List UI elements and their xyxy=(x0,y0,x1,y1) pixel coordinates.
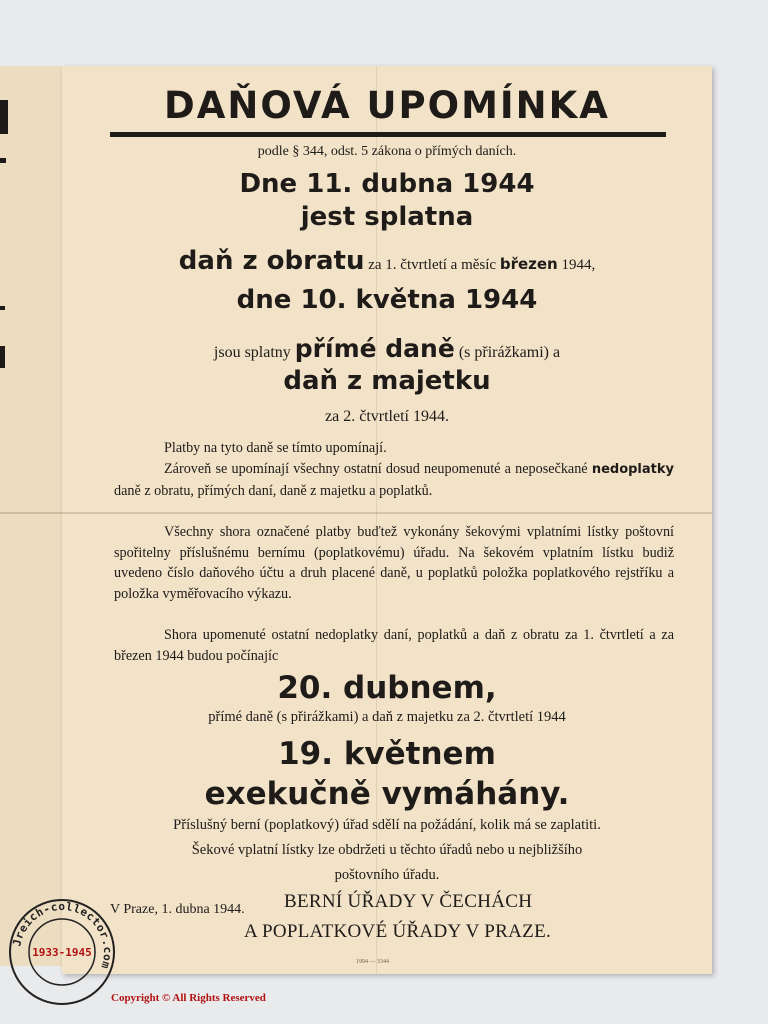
copyright-notice: Copyright © All Rights Reserved xyxy=(111,992,266,1004)
svg-text:Jreich-collector.com xyxy=(10,900,114,971)
property-tax-label: daň z majetku xyxy=(283,366,491,396)
due-date-1: Dne 11. dubna 1944 xyxy=(239,169,535,199)
turnover-tax-line xyxy=(62,246,712,276)
paragraph-payments: Platby na tyto daně se tímto upomínají. xyxy=(164,440,387,456)
enforcement-date-2: 19. květnem xyxy=(278,736,496,772)
adjacent-poster-fragment xyxy=(0,66,62,966)
place-and-date: V Praze, 1. dubna 1944. xyxy=(110,902,245,917)
info-line-2: Šekové vplatní lístky lze obdržeti u těchto úřadů nebo u nejbližšího xyxy=(191,842,583,858)
direct-taxes-line xyxy=(62,334,712,363)
printer-mark: 1994 — 3344 xyxy=(356,959,389,965)
paragraph-payment-method: Všechny shora označené platby buďtež vykonány šekovými vplatními lístky poštovní spořitelny příslušnému bernímu (poplatkovému) úřadu. Na šekovém vplatním lístku budiž uvedeno číslo daňového účtu a druh placené daně, u poplatků položka poplatkového rejstříku a položka vyměřovacího výkazu. xyxy=(114,524,674,602)
fragment-letter-1 xyxy=(0,100,8,134)
poster-subtitle: podle § 344, odst. 5 zákona o přímých daních. xyxy=(257,144,517,159)
horizontal-fold xyxy=(62,512,712,514)
poster-title: DAŇOVÁ UPOMÍNKA xyxy=(164,84,610,127)
turnover-tax-year: 1944, xyxy=(557,257,596,273)
paragraph-arrears-b: daně z obratu, přímých daní, daně z majetku a poplatků. xyxy=(114,482,433,499)
watermark-ring-text: Jreich-collector.com xyxy=(10,899,115,971)
title-underline xyxy=(110,132,666,137)
direct-taxes-prefix: jsou splatny xyxy=(213,344,295,361)
enforcement-date-1: 20. dubnem, xyxy=(277,670,497,706)
issuer-line-2: A POPLATKOVÉ ÚŘADY V PRAZE. xyxy=(244,921,552,942)
watermark-years: 1933-1945 xyxy=(32,946,92,959)
info-line-3: poštovního úřadu. xyxy=(334,867,440,883)
paragraph-arrears xyxy=(114,459,674,501)
horizontal-fold-left xyxy=(0,512,62,514)
enforcement-statement: exekučně vymáhány. xyxy=(204,776,570,812)
issuer-line-1: BERNÍ ÚŘADY V ČECHÁCH xyxy=(284,891,533,912)
turnover-tax-label: daň z obratu xyxy=(178,246,365,276)
direct-taxes-label: přímé daně xyxy=(294,334,455,363)
watermark-stamp-icon xyxy=(6,896,118,1008)
property-tax-period: za 2. čtvrtletí 1944. xyxy=(325,408,449,425)
turnover-tax-month: březen xyxy=(499,255,558,273)
direct-taxes-suffix: (s přirážkami) a xyxy=(454,344,561,361)
turnover-tax-period: za 1. čtvrtletí a měsíc xyxy=(364,257,500,273)
fragment-letter-4 xyxy=(0,346,5,368)
enforcement-note: přímé daně (s přirážkami) a daň z majetku za 2. čtvrtletí 1944 xyxy=(208,709,566,725)
due-statement: jest splatna xyxy=(300,202,474,232)
fragment-letter-3 xyxy=(0,306,5,310)
paragraph-arrears-a: Zároveň se upomínají všechny ostatní dosud neupomenuté a neposečkané xyxy=(164,461,592,477)
tax-reminder-poster xyxy=(62,66,712,974)
due-date-2: dne 10. května 1944 xyxy=(236,285,538,315)
fragment-letter-2 xyxy=(0,158,6,163)
arrears-emphasis: nedoplatky xyxy=(591,462,674,477)
paragraph-enforcement: Shora upomenuté ostatní nedoplatky daní, poplatků a daň z obratu za 1. čtvrtletí a za březen 1944 budou počínajíc xyxy=(114,627,674,664)
info-line-1: Příslušný berní (poplatkový) úřad sdělí na požádání, kolik má se zaplatiti. xyxy=(173,817,601,833)
